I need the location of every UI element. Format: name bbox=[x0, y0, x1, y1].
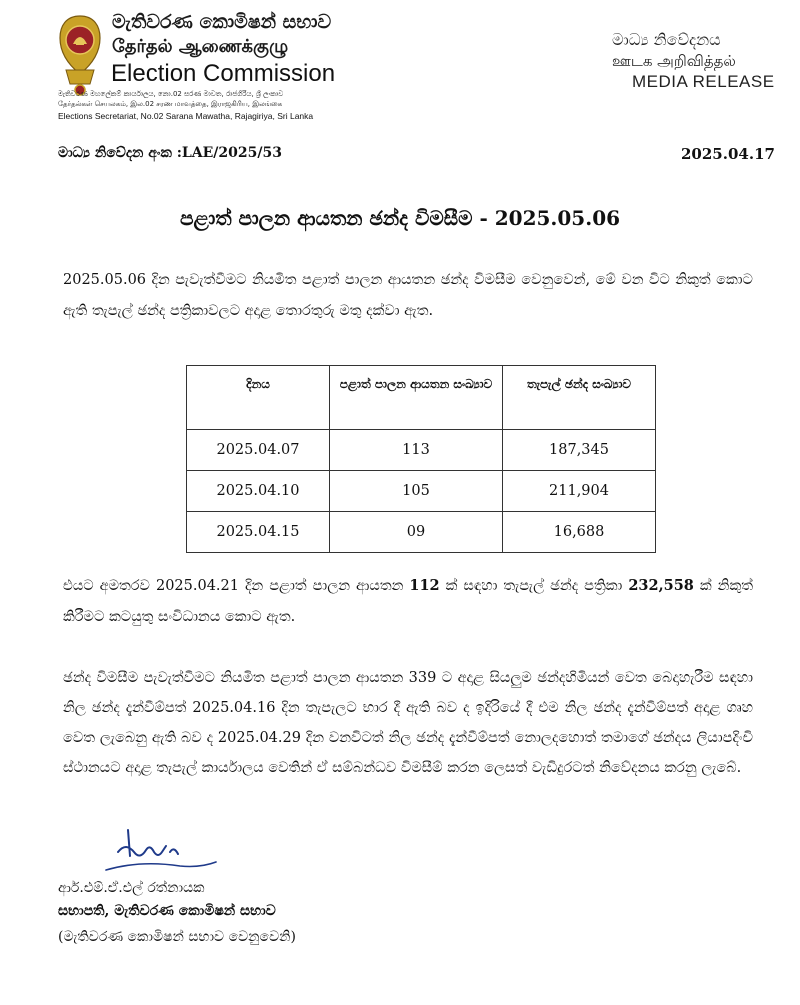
p2-institution-count: 112 bbox=[409, 577, 440, 594]
address-tamil: தேர்தல்கள் செயலகம், இல.02 சரண மாவத்தை, இராஜகிரிய, இலங்கை bbox=[58, 100, 283, 108]
table-row bbox=[187, 430, 656, 471]
address-english: Elections Secretariat, No.02 Sarana Mawatha, Rajagiriya, Sri Lanka bbox=[58, 111, 314, 121]
p2-text-middle: ක් සඳහා තැපැල් ඡන්ද පත්‍රිකා bbox=[439, 578, 629, 594]
table-header-row bbox=[187, 366, 656, 430]
cell-date: 2025.04.10 bbox=[187, 471, 330, 512]
postal-ballot-table bbox=[186, 365, 656, 553]
cell-institutions: 09 bbox=[330, 512, 503, 553]
p2-text-after: ක් නිකුත් කිරීමට කටයුතු සංවිධානය කොට ඇත. bbox=[63, 578, 753, 625]
header-postal-votes: තැපැල් ඡන්ද සංඛ්‍යාව bbox=[503, 366, 656, 430]
cell-postal-votes: 211,904 bbox=[503, 471, 656, 512]
page-title: පළාත් පාලන ආයතන ඡන්ද විමසීම - 2025.05.06 bbox=[179, 206, 621, 230]
media-release-sinhala: මාධ්‍ය නිවේදනය bbox=[612, 30, 721, 49]
p2-text-before: එයට අමතරව 2025.04.21 දින පළාත් පාලන ආයතන bbox=[63, 578, 410, 594]
signature-icon bbox=[100, 822, 220, 878]
p2-ballot-count: 232,558 bbox=[628, 577, 694, 594]
sri-lanka-emblem-icon bbox=[56, 14, 104, 98]
media-release-english: MEDIA RELEASE bbox=[632, 72, 775, 91]
additional-issue-paragraph bbox=[63, 570, 753, 633]
cell-date: 2025.04.15 bbox=[187, 512, 330, 553]
release-date: 2025.04.17 bbox=[681, 145, 775, 163]
signatory-name: ආර්.එම්.ඒ.එල් රත්නායක bbox=[58, 880, 205, 896]
cell-institutions: 113 bbox=[330, 430, 503, 471]
address-sinhala: මැතිවරණ මහලේකම් කාර්යාලය, නො.02 සරණ මාවත, රාජගිරිය, ශ්‍රී ලංකාව bbox=[58, 90, 284, 98]
org-name-english: Election Commission bbox=[111, 60, 336, 87]
cell-postal-votes: 187,345 bbox=[503, 430, 656, 471]
poll-card-notice-paragraph: ඡන්ද විමසීම පැවැත්වීමට නියමිත පළාත් පාලන ආයතන 339 ට අදාළ සියලුම ඡන්දහිමියන් වෙත බෙදාහැරීම සඳහා නිල ඡන්ද දැන්වීම්පත් 2025.04.16 දින තැපැලට භාර දී ඇති බව ද ඉදිරියේ දී එම නිල ඡන්ද දැන්වීම්පත් අදාළ ගෘහ වෙත ලැබෙනු ඇති බව ද 2025.04.29 දින වනවිටත් නිල ඡන්ද දැන්වීම්පත් නොලදහොත් තමාගේ ඡන්දය ලියාපදිංචි ස්ථානයට අදාළ තැපැල් කාර්යාලය වෙතින් ඒ සම්බන්ධව විමසීම් කරන ලෙසත් වැඩිදුරටත් නිවේදනය කරනු ලැබේ. bbox=[63, 670, 753, 776]
intro-paragraph: 2025.05.06 දින පැවැත්වීමට නියමිත පළාත් පාලන ආයතන ඡන්ද විමසීම වෙනුවෙන්, මේ වන විට නිකුත් කොට ඇති තැපැල් ඡන්ද පත්‍රිකාවලට අදාළ තොරතුරු මතු දක්වා ඇත. bbox=[63, 272, 753, 319]
table-row bbox=[187, 471, 656, 512]
header-date: දිනය bbox=[187, 366, 330, 430]
cell-date: 2025.04.07 bbox=[187, 430, 330, 471]
signatory-position: සභාපති, මැතිවරණ කොමිෂන් සභාව bbox=[58, 903, 276, 919]
org-name-sinhala: මැතිවරණ කොමිෂන් සභාව bbox=[112, 11, 332, 33]
header-institutions: පළාත් පාලන ආයතන සංඛ්‍යාව bbox=[330, 366, 503, 430]
org-name-tamil: தேர்தல் ஆணைக்குழு bbox=[112, 36, 289, 57]
media-release-tamil: ஊடக அறிவித்தல் bbox=[612, 52, 736, 70]
table-row bbox=[187, 512, 656, 553]
reference-number: මාධ්‍ය නිවේදන අංක :LAE/2025/53 bbox=[58, 145, 282, 161]
signatory-on-behalf: (මැතිවරණ කොමිෂන් සභාව වෙනුවෙනි) bbox=[58, 929, 296, 945]
cell-postal-votes: 16,688 bbox=[503, 512, 656, 553]
cell-institutions: 105 bbox=[330, 471, 503, 512]
